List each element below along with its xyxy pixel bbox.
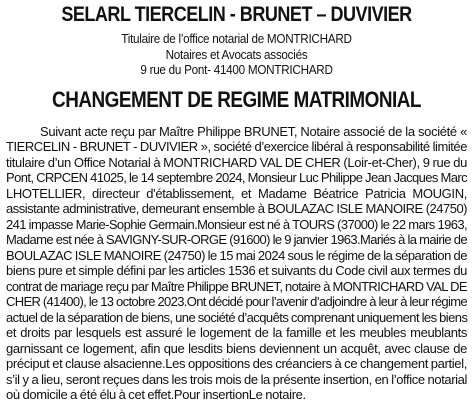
body-line: Pont, CRPCEN 41025, le 14 septembre 2024, Monsieur Luc Philippe Jean Jacques Marc <box>6 170 467 185</box>
body-line: s’il y a lieu, seront reçues dans les trois mois de la présente insertion, en l’office notarial <box>6 371 467 387</box>
body-line: garnissant ce logement, afin que lesdits biens deviennent un acquêt, avec clause de <box>6 340 467 356</box>
body-line: où domicile a été élu à cet effet.Pour insertionLe notaire. <box>6 387 306 402</box>
body-line: préciput et clause alsacienne.Les oppositions des créanciers à ce changement partiel, <box>6 356 467 371</box>
body-line: contrat de mariage reçu par Maître Philippe BRUNET, notaire à MONTRICHARD VAL DE <box>6 278 467 294</box>
notice-title: CHANGEMENT DE REGIME MATRIMONIAL <box>52 86 421 112</box>
body-line: titulaire d’un Office Notarial à MONTRICHARD VAL DE CHER (Loir-et-Cher), 9 rue du <box>6 154 467 170</box>
body-line: Madame est née à SAVIGNY-SUR-ORGE (91600) le 9 janvier 1963.Mariés à la mairie de <box>6 232 467 247</box>
body-line: Suivant acte reçu par Maître Philippe BRUNET, Notaire associé de la société « <box>40 123 467 139</box>
firm-partners-line: Notaires et Avocats associés <box>165 46 308 62</box>
body-line: 241 impasse Marie-Sophie Germain.Monsieur est né à TOURS (37000) le 22 mars 1963, <box>6 216 467 232</box>
firm-office-line: Titulaire de l’office notarial de MONTRICHARD <box>121 31 352 46</box>
body-line: assistante administrative, demeurant ensemble à BOULAZAC ISLE MANOIRE (24750) <box>6 201 467 216</box>
notice-body <box>6 124 467 403</box>
body-line: BOULAZAC ISLE MANOIRE (24750) le 15 mai 2024 sous le régime de la séparation de <box>6 247 467 263</box>
body-line: actuel de la séparation de biens, une société d’acquêts comprenant uniquement les biens <box>6 309 468 325</box>
body-line: TIERCELIN - BRUNET - DUVIVIER », société d’exercice libéral à responsabilité limitée <box>6 139 467 154</box>
body-line: LHOTELLIER, directeur d'établissement, et Madame Béatrice Patricia MOUGIN, <box>6 185 467 201</box>
firm-address-line: 9 rue du Pont- 41400 MONTRICHARD <box>140 62 333 77</box>
firm-name: SELARL TIERCELIN - BRUNET – DUVIVIER <box>61 3 412 26</box>
firm-details <box>6 31 467 78</box>
body-line: CHER (41400), le 13 octobre 2023.Ont décidé pour l’avenir d’adjoindre à leur à leur régime <box>6 294 467 309</box>
body-line: et droits par lesquels est assuré le logement de la famille et les meubles meublants <box>6 325 467 340</box>
body-line: biens pure et simple défini par les articles 1536 et suivants du Code civil aux termes du <box>6 263 467 278</box>
